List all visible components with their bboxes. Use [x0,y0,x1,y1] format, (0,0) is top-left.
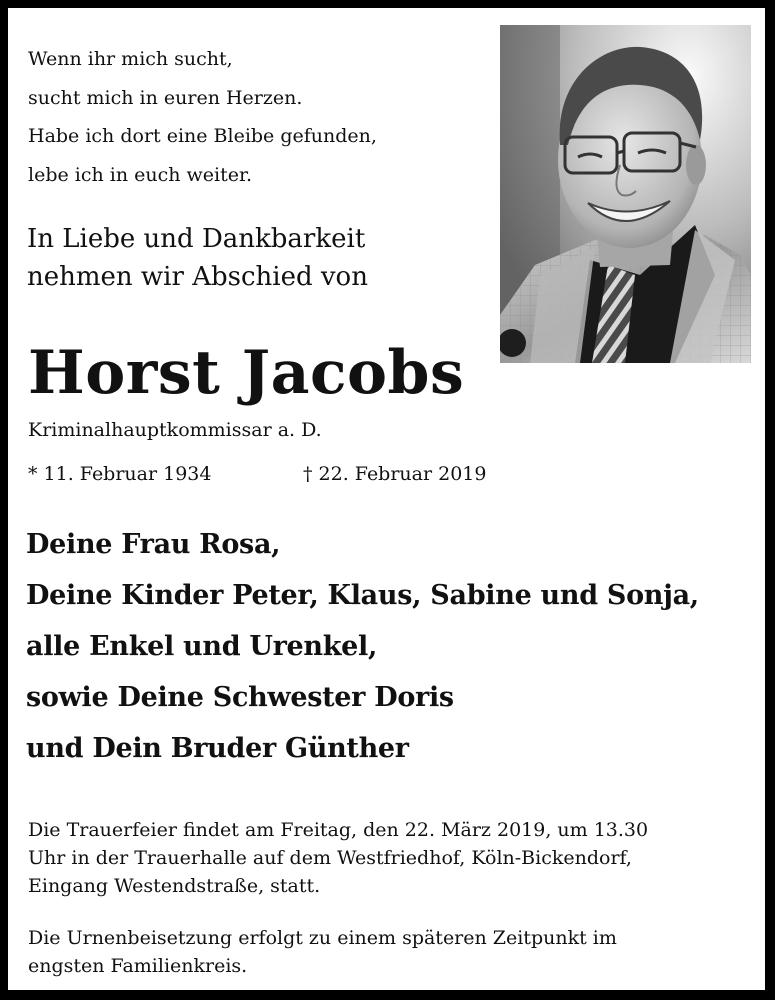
family-line: sowie Deine Schwester Doris [26,682,454,713]
birth-date: * 11. Februar 1934 [28,463,212,485]
family-line: und Dein Bruder Günther [26,733,409,764]
urn-line: Die Urnenbeisetzung erfolgt zu einem späteren Zeitpunkt im [28,927,617,949]
poem-line: sucht mich in euren Herzen. [28,86,303,109]
poem [28,40,377,194]
portrait-photo [500,25,751,363]
death-date: † 22. Februar 2019 [303,463,487,485]
family-line: alle Enkel und Urenkel, [26,631,378,662]
intro-line: nehmen wir Abschied von [27,262,368,292]
poem-line: Habe ich dort eine Bleibe gefunden, [28,125,377,147]
poem-line: Wenn ihr mich sucht, [28,48,233,70]
family-line: Deine Kinder Peter, Klaus, Sabine und Sonja, [26,580,699,611]
family-list [26,519,699,774]
ceremony-line: Eingang Westendstraße, statt. [28,875,321,897]
deceased-name: Horst Jacobs [28,338,465,408]
poem-line: lebe ich in euch weiter. [28,163,253,186]
deceased-title: Kriminalhauptkommissar a. D. [28,419,322,441]
urn-line: engsten Familienkreis. [28,955,248,977]
ceremony-notice [28,816,648,900]
ceremony-line: Die Trauerfeier findet am Freitag, den 22. März 2019, um 13.30 [28,819,649,841]
obituary-card [8,8,765,990]
ceremony-line: Uhr in der Trauerhalle auf dem Westfriedhof, Köln-Bickendorf, [28,847,632,869]
intro-text [27,220,368,296]
urn-notice [28,924,617,980]
intro-line: In Liebe und Dankbarkeit [27,224,366,254]
family-line: Deine Frau Rosa, [26,529,281,560]
